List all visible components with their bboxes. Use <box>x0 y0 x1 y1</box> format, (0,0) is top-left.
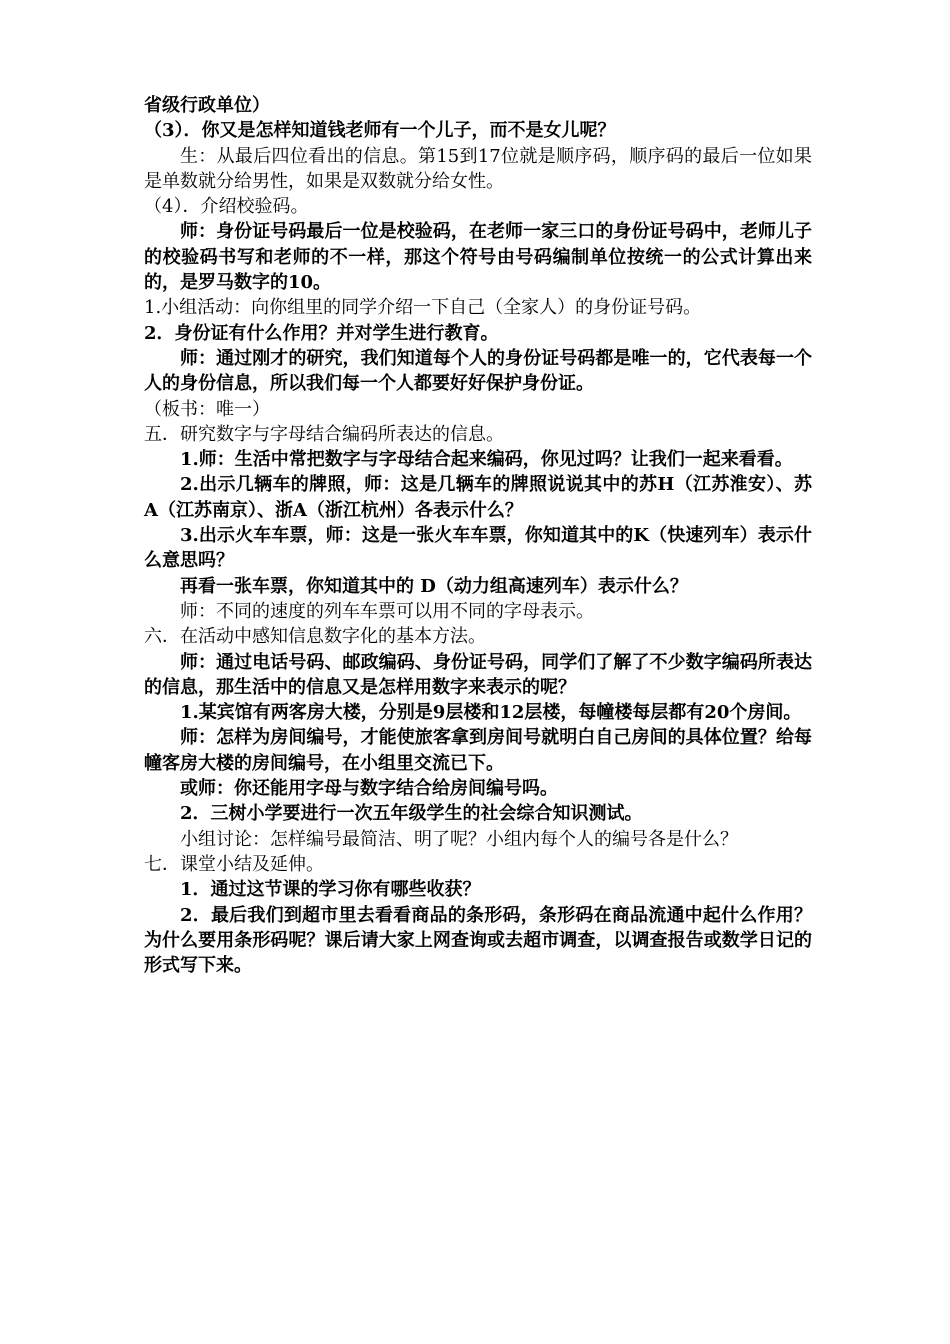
paragraph: 师：怎样为房间编号，才能使旅客拿到房间号就明白自己房间的具体位置？给每幢客房大楼的房间编号，在小组里交流已下。 <box>144 727 812 774</box>
paragraph: 再看一张车票，你知道其中的 D（动力组高速列车）表示什么？ <box>180 575 688 597</box>
paragraph: 2．三树小学要进行一次五年级学生的社会综合知识测试。 <box>180 803 643 825</box>
paragraph: 1.小组活动：向你组里的同学介绍一下自己（全家人）的身份证号码。 <box>144 297 702 319</box>
paragraph: 2.出示几辆车的牌照，师：这是几辆车的牌照说说其中的苏H（江苏淮安）、苏A（江苏南京）、浙A（浙江杭州）各表示什么？ <box>144 474 812 521</box>
paragraph: 2．最后我们到超市里去看看商品的条形码，条形码在商品流通中起什么作用？为什么要用条形码呢？课后请大家上网查询或去超市调查，以调查报告或数学日记的形式写下来。 <box>144 904 812 977</box>
document-body <box>144 93 812 978</box>
paragraph: 1.某宾馆有两客房大楼，分别是9层楼和12层楼，每幢楼每层都有20个房间。 <box>180 702 802 724</box>
paragraph: 2．身份证有什么作用？并对学生进行教育。 <box>144 322 499 344</box>
paragraph: 师：身份证号码最后一位是校验码，在老师一家三口的身份证号码中，老师儿子的校验码书写和老师的不一样，那这个符号由号码编制单位按统一的公式计算出来的，是罗马数字的10。 <box>144 221 812 294</box>
paragraph: 1.师：生活中常把数字与字母结合起来编码，你见过吗？让我们一起来看看。 <box>180 449 793 471</box>
paragraph: 师：通过刚才的研究，我们知道每个人的身份证号码都是唯一的，它代表每一个人的身份信息，所以我们每一个人都要好好保护身份证。 <box>144 347 812 395</box>
paragraph: 省级行政单位） <box>144 95 270 116</box>
paragraph: 生：从最后四位看出的信息。第15到17位就是顺序码，顺序码的最后一位如果是单数就分给男性，如果是双数就分给女性。 <box>144 145 812 192</box>
paragraph: （3）．你又是怎样知道钱老师有一个儿子，而不是女儿呢？ <box>144 120 616 142</box>
paragraph: 师：不同的速度的列车车票可以用不同的字母表示。 <box>180 600 594 622</box>
paragraph: 六．在活动中感知信息数字化的基本方法。 <box>144 626 486 648</box>
paragraph: 五．研究数字与字母结合编码所表达的信息。 <box>144 423 504 445</box>
paragraph: （4）．介绍校验码。 <box>144 196 309 218</box>
paragraph: 七．课堂小结及延伸。 <box>144 853 324 875</box>
paragraph: （板书：唯一） <box>144 398 270 420</box>
paragraph: 师：通过电话号码、邮政编码、身份证号码，同学们了解了不少数字编码所表达的信息，那生活中的信息又是怎样用数字来表示的呢？ <box>144 651 812 698</box>
paragraph: 1．通过这节课的学习你有哪些收获？ <box>180 879 481 901</box>
paragraph: 3.出示火车车票，师：这是一张火车车票，你知道其中的K（快速列车）表示什么意思吗？ <box>144 525 812 572</box>
paragraph: 小组讨论：怎样编号最简洁、明了呢？小组内每个人的编号各是什么？ <box>180 828 738 850</box>
paragraph: 或师：你还能用字母与数字结合给房间编号吗。 <box>180 778 558 800</box>
